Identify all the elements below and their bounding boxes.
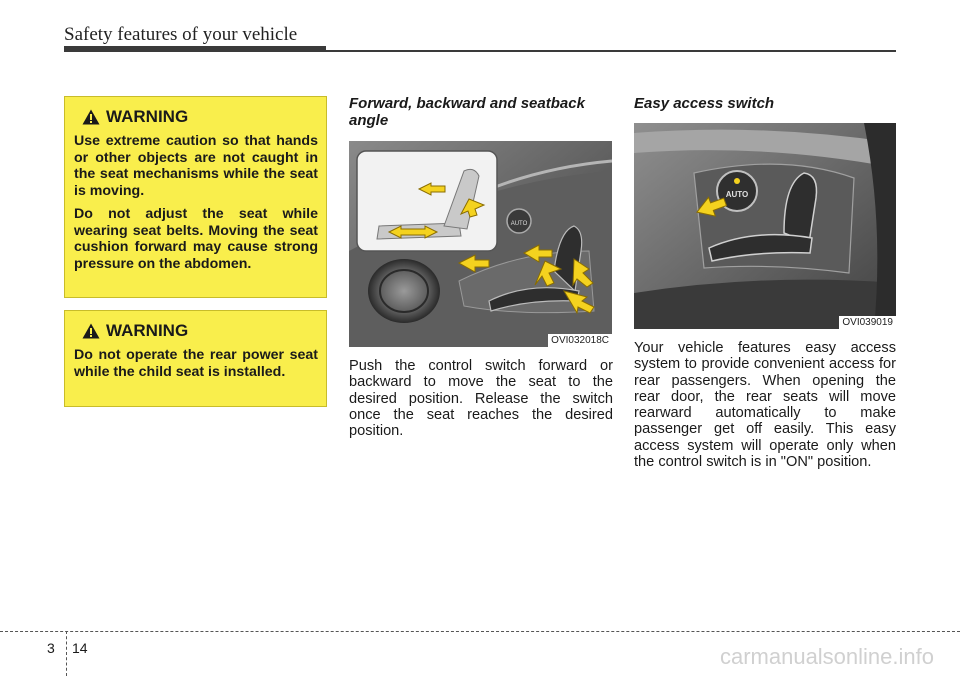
warning-title: WARNING xyxy=(106,321,189,340)
footer-rule xyxy=(0,631,960,632)
footer-divider xyxy=(66,631,67,676)
warning-title: WARNING xyxy=(106,107,189,126)
section-body-seat-adjust: Push the control switch forward or backward to move the seat to the desired position. Release the switch once the seat reaches the desired position. xyxy=(349,358,613,440)
warning-heading xyxy=(82,107,318,127)
page-chapter: 3 xyxy=(47,640,55,656)
easy-access-figure xyxy=(634,123,896,329)
section-title-seat-adjust: Forward, backward and seatback angle xyxy=(349,95,585,129)
warning-paragraph: Use extreme caution so that hands or other objects are not caught in the seat mechanisms while the seat is moving. xyxy=(74,133,318,199)
warning-paragraph: Do not adjust the seat while wearing seat belts. Moving the seat cushion forward may cause strong pressure on the abdomen. xyxy=(74,206,318,272)
warning-box-2 xyxy=(64,310,327,407)
warning-triangle-icon xyxy=(82,323,100,339)
auto-label: AUTO xyxy=(725,190,749,199)
seat-control-figure xyxy=(349,141,612,347)
watermark: carmanualsonline.info xyxy=(719,644,934,669)
header-rule xyxy=(326,50,896,52)
section-title-easy-access: Easy access switch xyxy=(634,95,775,112)
warning-triangle-icon xyxy=(82,109,100,125)
figure-code: OVI032018C xyxy=(548,334,612,347)
page-header-title: Safety features of your vehicle xyxy=(64,24,298,45)
warning-box-1 xyxy=(64,96,327,298)
auto-label: AUTO xyxy=(510,221,528,227)
section-body-easy-access: Your vehicle features easy access system to provide convenient access for rear passengers. When opening the rear door, the rear seats will move rearward automatically to make passenger get off easily. This easy access system will operate only when the control switch is in "ON" position. xyxy=(634,340,896,471)
easy-access-illustration xyxy=(634,123,896,329)
page-number: 14 xyxy=(72,640,88,656)
seat-control-illustration xyxy=(349,141,612,347)
figure-code: OVI039019 xyxy=(839,316,896,329)
warning-paragraph: Do not operate the rear power seat while the child seat is installed. xyxy=(74,347,318,380)
warning-heading xyxy=(82,321,318,341)
header-bar xyxy=(64,46,326,52)
